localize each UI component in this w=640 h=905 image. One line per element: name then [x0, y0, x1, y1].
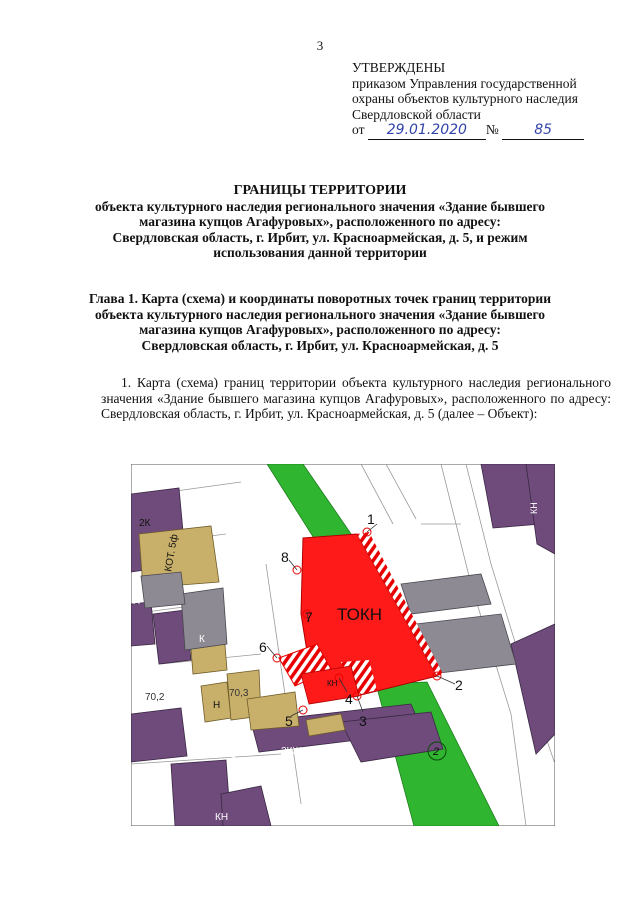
title-line-4: использования данной территории	[213, 245, 427, 260]
number-prefix: №	[485, 122, 499, 137]
zone-label: ТОКН	[337, 605, 383, 624]
title-line-1: объекта культурного наследия регионального значения «Здание бывшего	[94, 198, 546, 214]
label-kot: КОТ. 5ф	[163, 533, 181, 573]
approval-line-1: приказом Управления государственной	[352, 75, 577, 91]
label-elev-2: 70,3	[229, 688, 249, 699]
date-field	[368, 122, 486, 140]
title-line-2: магазина купцов Агафуровых», расположенного по адресу:	[139, 214, 501, 229]
approval-line-2: охраны объектов культурного наследия	[352, 91, 578, 106]
point-1: 1	[367, 511, 375, 527]
label-2kzh: 2КЖ	[281, 746, 302, 757]
chapter-heading	[60, 291, 580, 353]
point-4: 4	[345, 691, 353, 707]
point-8: 8	[281, 549, 289, 565]
point-2: 2	[455, 677, 463, 693]
title-line-3: Свердловская область, г. Ирбит, ул. Красноармейская, д. 5, и режим	[112, 229, 528, 245]
chapter-line-2: объекта культурного наследия регионального значения «Здание бывшего	[94, 306, 546, 322]
paragraph-1-text: 1. Карта (схема) границ территории объекта культурного наследия регионального значения «Здание бывшего магазина купцов Агафуровых», расположенного по адресу: Свердловская область, г. Ирбит, ул. Красноармейская, д. 5 (далее – Объект):	[101, 375, 611, 421]
chapter-line-3: магазина купцов Агафуровых», расположенного по адресу:	[139, 322, 501, 337]
document-title	[60, 183, 580, 261]
point-7: 7	[305, 609, 313, 625]
chapter-line-1: Глава 1. Карта (схема) и координаты поворотных точек границ территории	[89, 291, 551, 306]
label-2k: 2К	[139, 518, 151, 529]
paragraph-1	[101, 375, 611, 422]
number-value: 85	[534, 122, 553, 138]
date-value: 29.01.2020	[386, 122, 467, 138]
approval-block	[352, 60, 584, 140]
label-kn-small: КН	[327, 679, 338, 688]
approval-heading: УТВЕРЖДЕНЫ	[352, 60, 446, 75]
label-n-left: Н	[133, 596, 141, 607]
title-heading: ГРАНИЦЫ ТЕРРИТОРИИ	[233, 183, 407, 198]
label-n-1: Н	[213, 700, 221, 711]
approval-date-line	[352, 122, 584, 140]
point-3: 3	[359, 713, 367, 729]
point-5: 5	[285, 713, 293, 729]
chapter-line-4: Свердловская область, г. Ирбит, ул. Красноармейская, д. 5	[141, 337, 499, 353]
number-field	[502, 122, 584, 140]
point-6: 6	[259, 639, 267, 655]
label-kn-bottom: КН	[215, 812, 229, 823]
label-n-2: Н	[201, 746, 209, 757]
page-number: 3	[316, 38, 324, 53]
label-3kzh: 3КЖ	[227, 743, 242, 765]
boundary-map	[131, 464, 555, 826]
approval-line-3: Свердловской области	[352, 106, 481, 122]
label-k: К	[199, 634, 205, 645]
label-circle-number: 2	[433, 746, 440, 758]
label-kn-right: КН	[529, 502, 539, 514]
date-prefix: от	[352, 122, 365, 137]
label-elev-1: 70,2	[145, 692, 165, 703]
